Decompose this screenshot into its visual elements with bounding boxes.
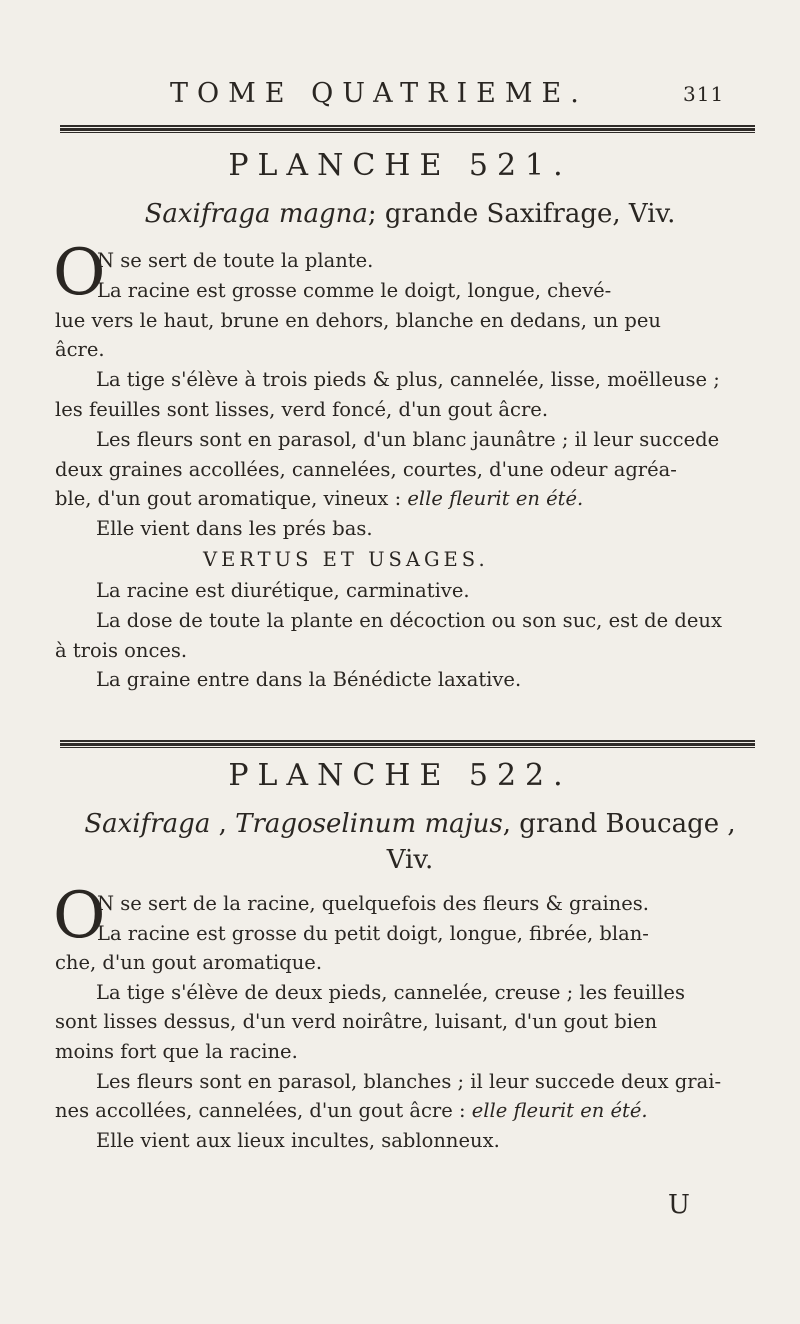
- signature-mark: U: [668, 1190, 690, 1220]
- text-line: La racine est diurétique, carminative.: [96, 578, 470, 602]
- text-line: [55, 484, 765, 514]
- entry-body: [53, 236, 765, 695]
- running-head: [0, 78, 800, 118]
- text-line: La racine est grosse du petit doigt, longue, fibrée, blan-: [97, 921, 649, 945]
- virtues-heading: VERTUS ET USAGES.: [203, 547, 489, 571]
- text-line: à trois onces.: [55, 638, 188, 662]
- text-line: sont lisses dessus, d'un verd noirâtre, luisant, d'un gout bien: [55, 1010, 658, 1034]
- entry-body: [53, 879, 765, 1155]
- title-end: Viv.: [386, 845, 434, 875]
- latin-name: Tragoselinum majus: [235, 809, 503, 839]
- text-line: che, d'un gout aromatique.: [55, 951, 323, 975]
- text-line: lue vers le haut, brune en dehors, blanche en dedans, un peu: [55, 308, 661, 332]
- text-line: N se sert de toute la plante.: [97, 249, 374, 272]
- text-segment: ble, d'un gout aromatique, vineux :: [55, 487, 402, 511]
- text-line: Elle vient aux lieux incultes, sablonneux.: [96, 1128, 500, 1152]
- ornamental-rule: [60, 125, 755, 134]
- latin-name: Saxifraga magna: [144, 199, 368, 229]
- text-segment: nes accollées, cannelées, d'un gout âcre :: [55, 1099, 466, 1123]
- entry-title: [80, 196, 740, 232]
- flowering-note: elle fleurit en été.: [471, 1099, 648, 1123]
- text-line: La tige s'élève de deux pieds, cannelée, creuse ; les feuilles: [96, 980, 685, 1004]
- ornamental-rule: [60, 740, 755, 749]
- text-line: Les fleurs sont en parasol, blanches ; il leur succede deux grai-: [96, 1069, 722, 1093]
- opening-paragraph: [53, 879, 765, 953]
- text-line: [55, 1096, 765, 1126]
- text-line: Les fleurs sont en parasol, d'un blanc jaunâtre ; il leur succede: [96, 427, 720, 451]
- text-line: La dose de toute la plante en décoction ou son suc, est de deux: [96, 608, 722, 632]
- text-line: Elle vient dans les prés bas.: [96, 517, 373, 541]
- text-line: N se sert de la racine, quelquefois des fleurs & graines.: [97, 892, 649, 915]
- flowering-note: elle fleurit en été.: [407, 487, 584, 511]
- page-number: 311: [683, 82, 725, 106]
- french-name: , grand Boucage ,: [502, 809, 736, 839]
- text-line: La tige s'élève à trois pieds & plus, cannelée, lisse, moëlleuse ;: [96, 368, 720, 392]
- text-line: les feuilles sont lisses, verd foncé, d'un gout âcre.: [55, 397, 549, 421]
- french-name: ; grande Saxifrage, Viv.: [367, 199, 676, 229]
- text-line: La racine est grosse comme le doigt, longue, chevé-: [97, 278, 612, 302]
- latin-name: Saxifraga: [84, 809, 211, 839]
- text-line: âcre.: [55, 338, 105, 362]
- running-title: TOME QUATRIEME.: [170, 78, 588, 109]
- drop-cap: O: [53, 236, 106, 310]
- plate-heading: PLANCHE 521.: [228, 148, 572, 183]
- opening-paragraph: [53, 236, 765, 310]
- text-line: La graine entre dans la Bénédicte laxative.: [96, 668, 522, 692]
- drop-cap: O: [53, 879, 106, 953]
- text-line: deux graines accollées, cannelées, courtes, d'une odeur agréa-: [55, 457, 677, 481]
- entry-title: Saxifraga , Tragoselinum majus, grand Boucage , Viv.: [84, 809, 736, 875]
- plate-heading: PLANCHE 522.: [228, 758, 572, 793]
- text-line: moins fort que la racine.: [55, 1039, 298, 1063]
